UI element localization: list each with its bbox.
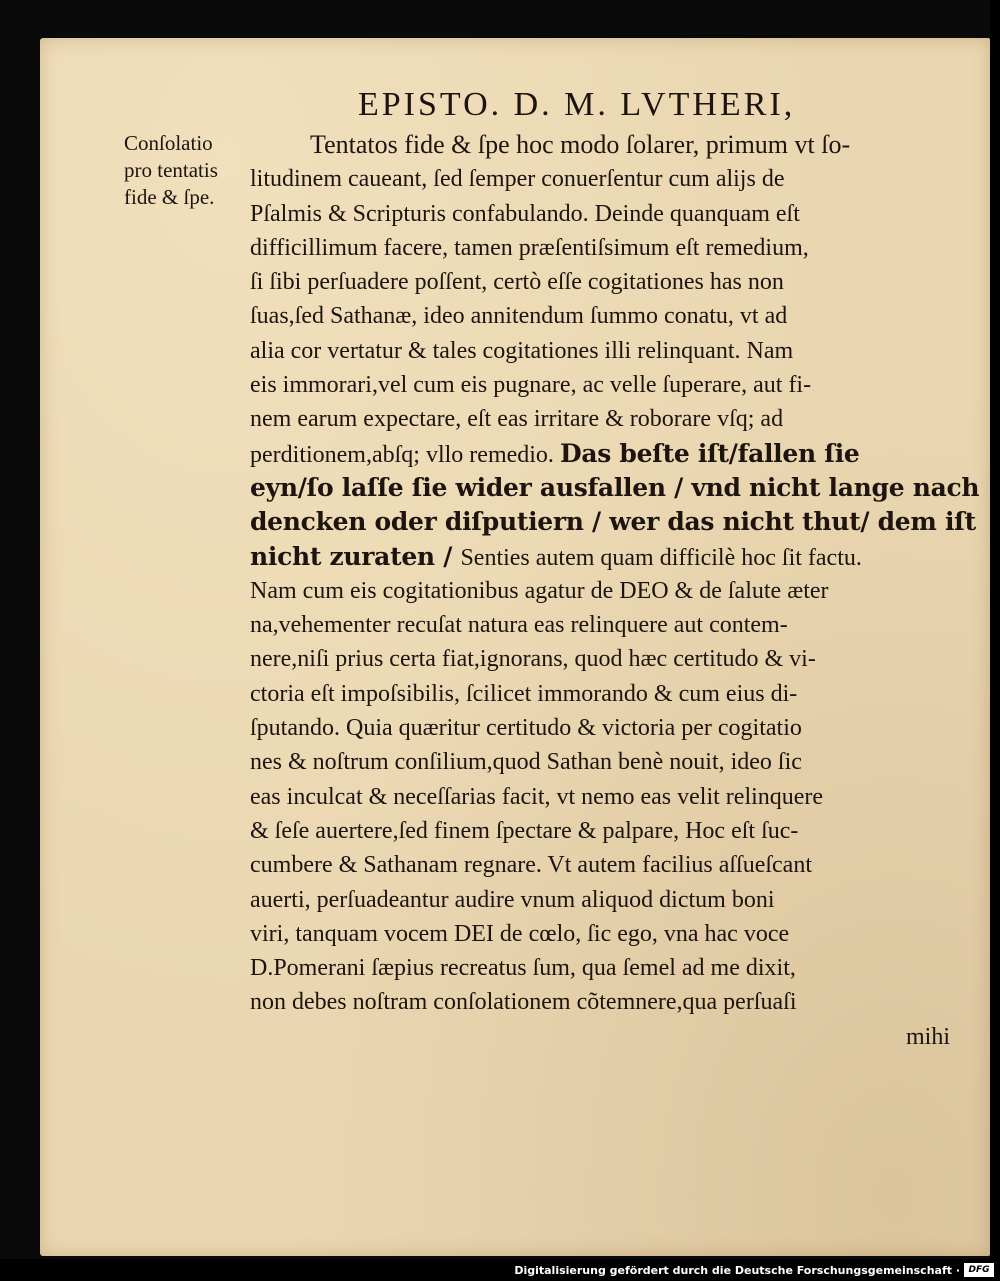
catchword: mihi	[905, 1023, 950, 1050]
running-title: EPISTO. D. M. LVTHERI,	[358, 86, 796, 123]
german-blackletter-line: eyn/ſo laſſe ſie wider ausfallen / vnd nicht lange nach	[250, 472, 980, 502]
text-line: non debes noſtram conſolationem cõtemnere,qua perſuaſi	[250, 989, 797, 1016]
text-line	[250, 437, 950, 471]
text-line: nere,niſi prius certa fiat,ignorans, quod hæc certitudo & vi-	[250, 646, 816, 673]
text-line: nes & noſtrum conſilium,quod Sathan benè nouit, ideo ſic	[250, 749, 802, 776]
text-line: difficillimum facere, tamen præſentiſsimum eſt remedium,	[250, 234, 809, 261]
text-line: litudinem caueant, ſed ſemper conuerſentur cum alijs de	[250, 166, 785, 193]
german-blackletter-text: Das beſte iſt/fallen ſie	[559, 438, 860, 468]
text-line: eas inculcat & neceſſarias facit, vt nemo eas velit relinquere	[250, 783, 824, 810]
marginal-note	[124, 130, 254, 211]
latin-text: perditionem,abſq; vllo remedio.	[250, 441, 560, 468]
text-line: ſputando. Quia quæritur certitudo & victoria per cogitatio	[250, 715, 802, 742]
text-line: auerti, perſuadeantur audire vnum aliquod dictum boni	[250, 886, 775, 913]
text-line: ſuas,ſed Sathanæ, ideo annitendum ſummo conatu, vt ad	[250, 303, 788, 330]
text-line: ſi ſibi perſuadere poſſent, certò eſſe cogitationes has non	[250, 269, 784, 296]
book-page	[40, 38, 990, 1256]
footer-bar	[0, 1259, 1000, 1281]
marginal-note-line: fide & ſpe.	[124, 185, 215, 209]
scan-border	[990, 0, 1000, 1260]
body-text	[250, 128, 980, 1054]
funding-credit: Digitalisierung gefördert durch die Deutsche Forschungsgemeinschaft ·	[514, 1264, 960, 1277]
text-line: viri, tanquam vocem DEI de cœlo, ſic ego, vna hac voce	[250, 920, 790, 947]
text-line: ctoria eſt impoſsibilis, ſcilicet immorando & cum eius di-	[250, 680, 798, 707]
marginal-note-line: pro tentatis	[124, 158, 218, 182]
text-line: cumbere & Sathanam regnare. Vt autem facilius aſſueſcant	[250, 852, 812, 879]
text-line: Pſalmis & Scripturis confabulando. Deinde quanquam eſt	[250, 200, 800, 227]
german-blackletter-line: dencken oder diſputiern / wer das nicht thut/ dem iſt	[250, 507, 976, 537]
text-line: & ſeſe auertere,ſed finem ſpectare & palpare, Hoc eſt ſuc-	[250, 817, 799, 844]
dfg-logo: DFG	[964, 1263, 994, 1277]
text-line: Tentatos fide & ſpe hoc modo ſolarer, primum vt ſo-	[310, 130, 851, 159]
text-line: nem earum expectare, eſt eas irritare & roborare vſq; ad	[250, 406, 784, 433]
text-line: D.Pomerani ſæpius recreatus ſum, qua ſemel ad me dixit,	[250, 955, 796, 982]
text-line: eis immorari,vel cum eis pugnare, ac velle ſuperare, aut fi-	[250, 372, 812, 399]
text-line: na,vehementer recuſat natura eas relinquere aut contem-	[250, 612, 788, 639]
text-line: alia cor vertatur & tales cogitationes illi relinquant. Nam	[250, 337, 794, 364]
latin-text: Senties autem quam difficilè hoc ſit factu.	[460, 544, 862, 571]
german-blackletter-text: nicht zuraten /	[250, 541, 461, 571]
marginal-note-line: Conſolatio	[124, 131, 213, 155]
text-line	[250, 540, 950, 574]
text-line: Nam cum eis cogitationibus agatur de DEO & de ſalute æter	[250, 577, 829, 604]
